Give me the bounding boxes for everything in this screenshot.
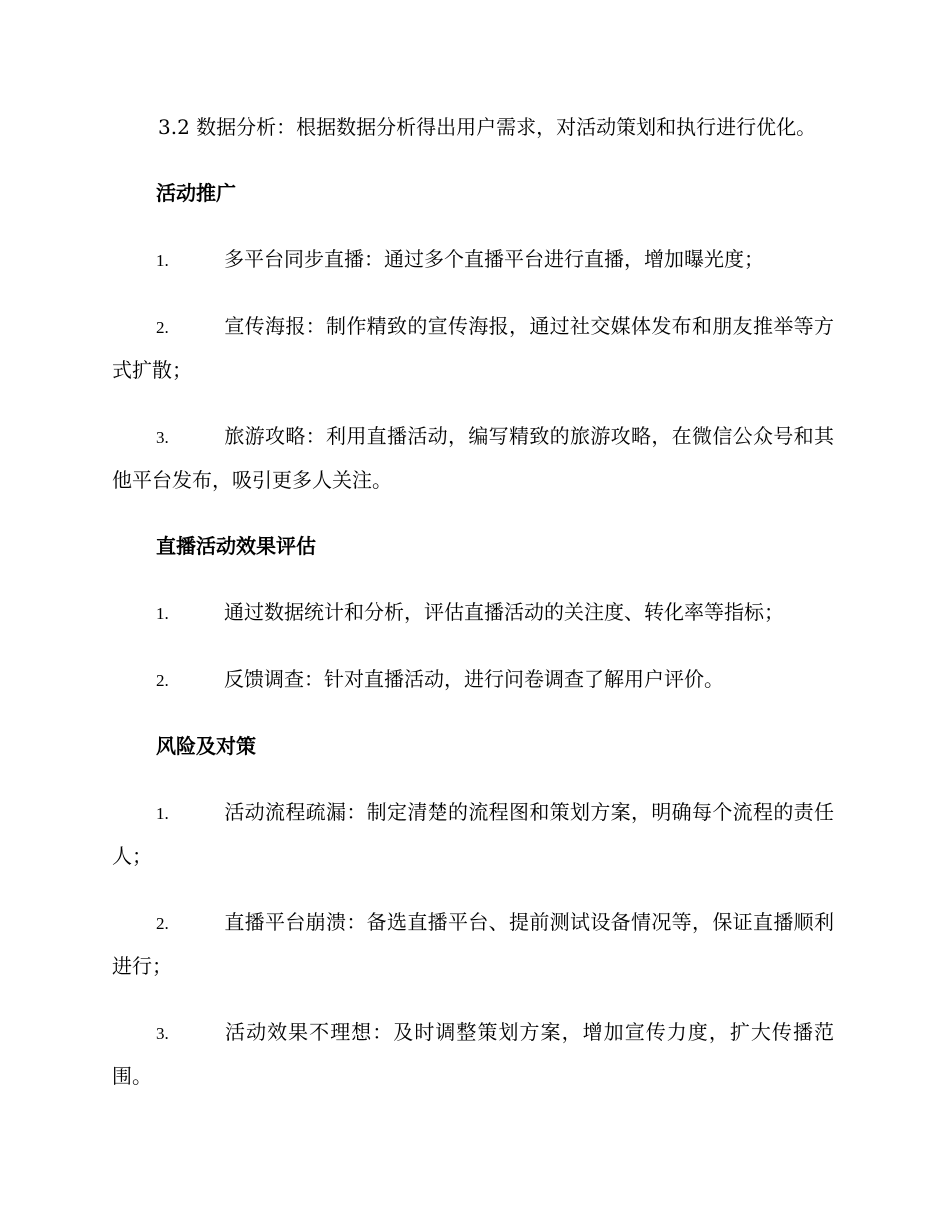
list-item xyxy=(112,305,834,392)
list-item xyxy=(112,658,834,702)
section-heading-evaluation: 直播活动效果评估 xyxy=(156,534,316,558)
list-item-number: 1. xyxy=(156,604,169,623)
list-item-number: 2. xyxy=(156,671,169,690)
list-item-text: 多平台同步直播：通过多个直播平台进行直播，增加曝光度； xyxy=(224,247,764,271)
list-item-text: 旅游攻略：利用直播活动，编写精致的旅游攻略，在微信公众号和其他平台发布，吸引更多人关注。 xyxy=(112,424,834,492)
list-item xyxy=(112,591,834,635)
list-item-text: 直播平台崩溃：备选直播平台、提前测试设备情况等，保证直播顺利进行； xyxy=(112,910,834,978)
list-item xyxy=(112,901,834,988)
list-item-text: 活动流程疏漏：制定清楚的流程图和策划方案，明确每个流程的责任人； xyxy=(112,800,834,868)
list-item-number: 2. xyxy=(156,914,169,933)
document-body xyxy=(112,106,834,1121)
section-heading-risks: 风险及对策 xyxy=(156,734,256,758)
list-item xyxy=(112,1011,834,1098)
intro-paragraph: 3.2 数据分析：根据数据分析得出用户需求，对活动策划和执行进行优化。 xyxy=(158,115,817,139)
list-item xyxy=(112,791,834,878)
list-item-text: 宣传海报：制作精致的宣传海报，通过社交媒体发布和朋友推举等方式扩散； xyxy=(112,314,834,382)
list-item-number: 3. xyxy=(156,1024,169,1043)
section-heading-promotion: 活动推广 xyxy=(156,181,236,205)
list-item-number: 1. xyxy=(156,804,169,823)
list-item-text: 反馈调查：针对直播活动，进行问卷调查了解用户评价。 xyxy=(224,667,724,691)
list-item-number: 2. xyxy=(156,318,169,337)
list-item-text: 通过数据统计和分析，评估直播活动的关注度、转化率等指标； xyxy=(224,600,784,624)
list-item xyxy=(112,238,834,282)
list-item-number: 3. xyxy=(156,428,169,447)
list-item xyxy=(112,415,834,502)
list-item-number: 1. xyxy=(156,251,169,270)
list-item-text: 活动效果不理想：及时调整策划方案，增加宣传力度，扩大传播范围。 xyxy=(112,1020,834,1088)
